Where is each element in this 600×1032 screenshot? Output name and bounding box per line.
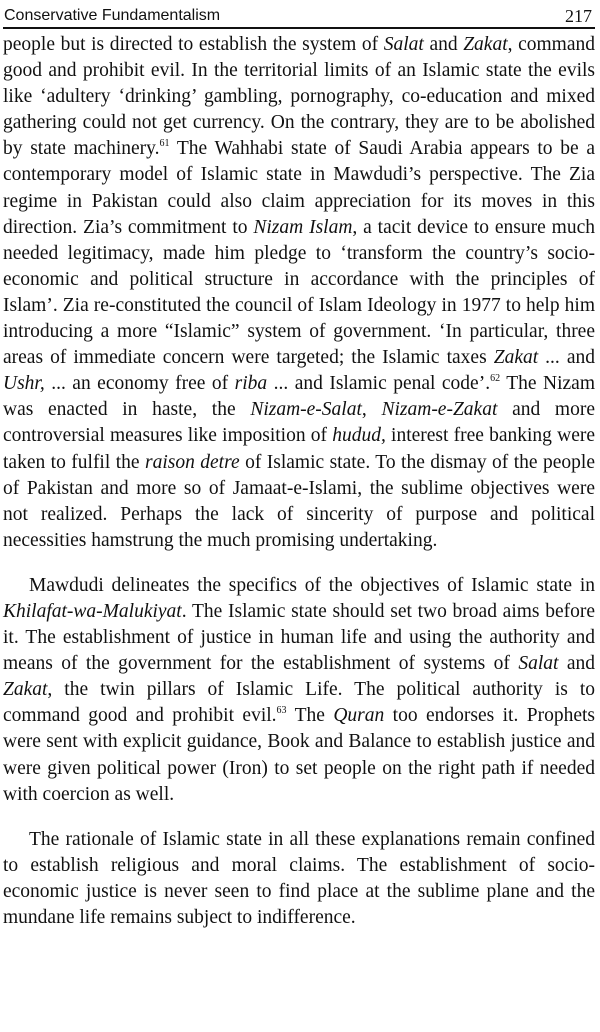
italic-term: raison detre xyxy=(144,451,240,473)
italic-term: Zakat xyxy=(463,34,508,55)
page-number: 217 xyxy=(565,6,592,26)
text-run: ... and Islamic penal code’. xyxy=(267,373,491,395)
text-run: The xyxy=(286,705,334,727)
text-run: , command good and prohibit evil. In the territorial limits of an Islamic state the evils like ‘adultery ‘drinking’ gambling, pornography, co-education and mixed gathering could not get currency. On the contrary, they are to be abolished by state machinery. xyxy=(3,34,595,160)
text-run: The Wahhabi state of Saudi Arabia appears to be a contemporary model of Islamic state in Mawdudi’s perspective. The Zia regime in Pakistan could also claim appreciation for its moves in this direction. Zia’s commitment to xyxy=(3,138,595,238)
italic-term: Nizam Islam xyxy=(253,216,353,238)
text-run: . The Islamic state should set two broad aims before it. The establishment of justice in human life and using the authority and means of the government for the establishment of systems of xyxy=(3,600,595,675)
book-page xyxy=(3,0,595,1032)
text-run: and more controversial measures like imposition of xyxy=(3,399,595,447)
text-run: , the twin pillars of Islamic Life. The political authority is to command good and prohibit evil. xyxy=(3,679,595,727)
text-run: interest free banking were taken to fulfil the xyxy=(3,425,596,473)
italic-term: Ushr, xyxy=(3,373,45,395)
text-run: ... and xyxy=(538,347,596,369)
text-run: ... an economy free of xyxy=(44,373,235,395)
text-run: , a tacit device to ensure much needed legitimacy, made him pledge to ‘transform the country’s socio-economic and political structure in accordance with the principles of Islam’. Zia re-constituted the council of Islam Ideology in 1977 to help him introducing a more “Islamic” system of government. ‘In particular, three areas of immediate concern were targeted; the Islamic taxes xyxy=(3,216,595,369)
italic-term: Zakat xyxy=(3,679,48,701)
italic-term: hudud, xyxy=(332,425,386,447)
paragraph xyxy=(3,32,595,554)
italic-term: Khilafat-wa-Malukiyat xyxy=(3,600,182,622)
italic-term: riba xyxy=(234,373,268,395)
text-run: Mawdudi delineates the specifics of the objectives of Islamic state in xyxy=(29,574,595,596)
text-run: people but is directed to establish the system of xyxy=(3,34,384,55)
text-run: The Nizam was enacted in haste, the xyxy=(3,373,595,421)
footnote-marker: 62 xyxy=(490,373,501,385)
paragraph xyxy=(3,573,595,808)
text-run: too endorses it. Prophets were sent with explicit guidance, Book and Balance to establish justice and were given political power (Iron) to set people on the right path if needed with coercion as well. xyxy=(3,705,595,805)
footnote-marker: 63 xyxy=(276,705,287,717)
italic-term: Salat xyxy=(383,34,424,55)
text-run: of Islamic state. To the dismay of the people of Pakistan and more so of Jamaat-e-Islami, the sublime objectives were not realized. Perhaps the lack of sincerity of purpose and political necessities hamstrung the much promising undertaking. xyxy=(3,451,595,551)
text-run: and xyxy=(423,34,464,55)
text-run: , xyxy=(361,399,382,421)
running-header xyxy=(3,0,595,29)
italic-term: Nizam-e-Zakat xyxy=(381,399,498,421)
italic-term: Quran xyxy=(333,705,385,727)
italic-term: Salat xyxy=(518,653,559,675)
body-text xyxy=(3,29,595,931)
footnote-marker: 61 xyxy=(159,138,170,150)
running-title: Conservative Fundamentalism xyxy=(4,7,221,24)
paragraph xyxy=(3,827,595,931)
text-run: The rationale of Islamic state in all these explanations remain confined to establish religious and moral claims. The establishment of socio-economic justice is never seen to find place at the sublime plane and the mundane life remains subject to indifference. xyxy=(3,828,595,928)
italic-term: Nizam-e-Salat xyxy=(250,399,362,421)
text-run: and xyxy=(558,653,596,675)
italic-term: Zakat xyxy=(493,347,539,369)
